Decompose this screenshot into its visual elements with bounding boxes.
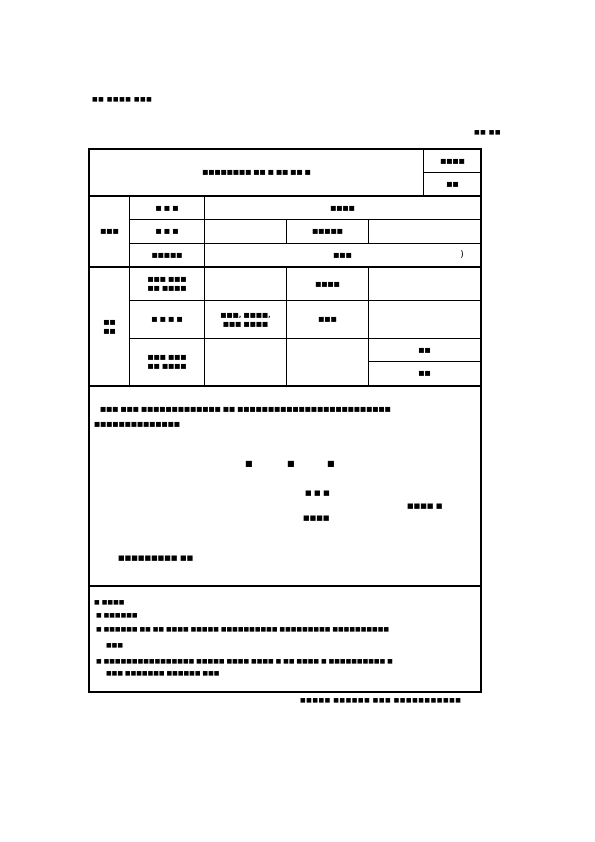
row1-mid-label: ■■■■ [315,279,340,288]
note-item: ■■■ [106,642,124,649]
address-value-text: ■■■ [333,250,352,259]
note-item: ■ ■■■■■■ [96,612,138,619]
name-label: ■ ■ ■ [155,203,179,212]
footer-text: ■■■■■ ■■■■■■ ■■■ ■■■■■■■■■■■ [300,697,462,704]
row3-label [130,339,204,385]
notes-heading: ■ ■■■■ [94,599,125,606]
note-item: ■■■ ■■■■■■■ ■■■■■■ ■■■ [106,670,220,677]
row3-right-top: ■■ [418,345,431,354]
row1-label [130,268,204,300]
applicant-sub: ■■■■ [303,514,330,522]
section2-label [90,268,129,385]
row2-option-line2: ■■■ ■■■■ [222,319,269,328]
address-label: ■■■■■ [151,250,183,259]
date-month: ■ [287,459,295,468]
name-value: ■■■■ [330,203,355,212]
row1-label-line2: ■■ ■■■■ [147,284,187,292]
address-suffix: ) [460,249,464,260]
form-reference: ■■ ■■■■ ■■■ [92,96,153,103]
dob-label: ■ ■ ■ [155,227,179,235]
section1-label: ■■■ [100,227,119,235]
phone-label: ■■■■■ [312,227,343,235]
date-year: ■ [245,459,253,468]
box-label-top: ■■■■ [440,156,465,165]
recipient: ■■■■■■■■■ ■■ [118,554,194,562]
row3-label-line1: ■■■ ■■■ [147,353,187,361]
date-day: ■ [327,459,335,468]
note-item: ■ ■■■■■■ ■■ ■■ ■■■■ ■■■■■ ■■■■■■■■■■ ■■■■■■■■■ ■■■■■■■■■■ [96,626,390,633]
section2-label-line2: ■■ [103,326,116,335]
applicant-label: ■ ■ ■ [305,489,330,497]
statement-line1: ■■■ ■■■ ■■■■■■■■■■■■■ ■■ ■■■■■■■■■■■■■■■■■■■■■■■■■ [100,405,391,413]
form-title: ■■■■■■■■ ■■ ■ ■■ ■■ ■ [202,168,311,176]
row2-options [205,301,286,338]
page-number: ■■ ■■ [474,129,502,136]
row3-label-line2: ■■ ■■■■ [147,362,187,370]
address-value [205,244,480,266]
box-label-bottom: ■■ [446,179,459,188]
row2-option-line1: ■■■, ■■■■, [220,310,271,319]
statement-line2: ■■■■■■■■■■■■■■ [94,420,180,428]
row2-label: ■ ■ ■ ■ [151,315,183,323]
row3-right-bottom: ■■ [418,369,431,377]
note-item: ■ ■■■■■■■■■■■■■■■■ ■■■■■ ■■■■ ■■■■ ■ ■■ ■■■■ ■ ■■■■■■■■■■ ■ [96,658,393,665]
row1-label-line1: ■■■ ■■■ [147,275,187,283]
seal-label: ■■■■ ■ [407,502,443,510]
row2-mid-label: ■■■ [318,315,337,323]
section2-label-line1: ■■ [103,317,116,326]
